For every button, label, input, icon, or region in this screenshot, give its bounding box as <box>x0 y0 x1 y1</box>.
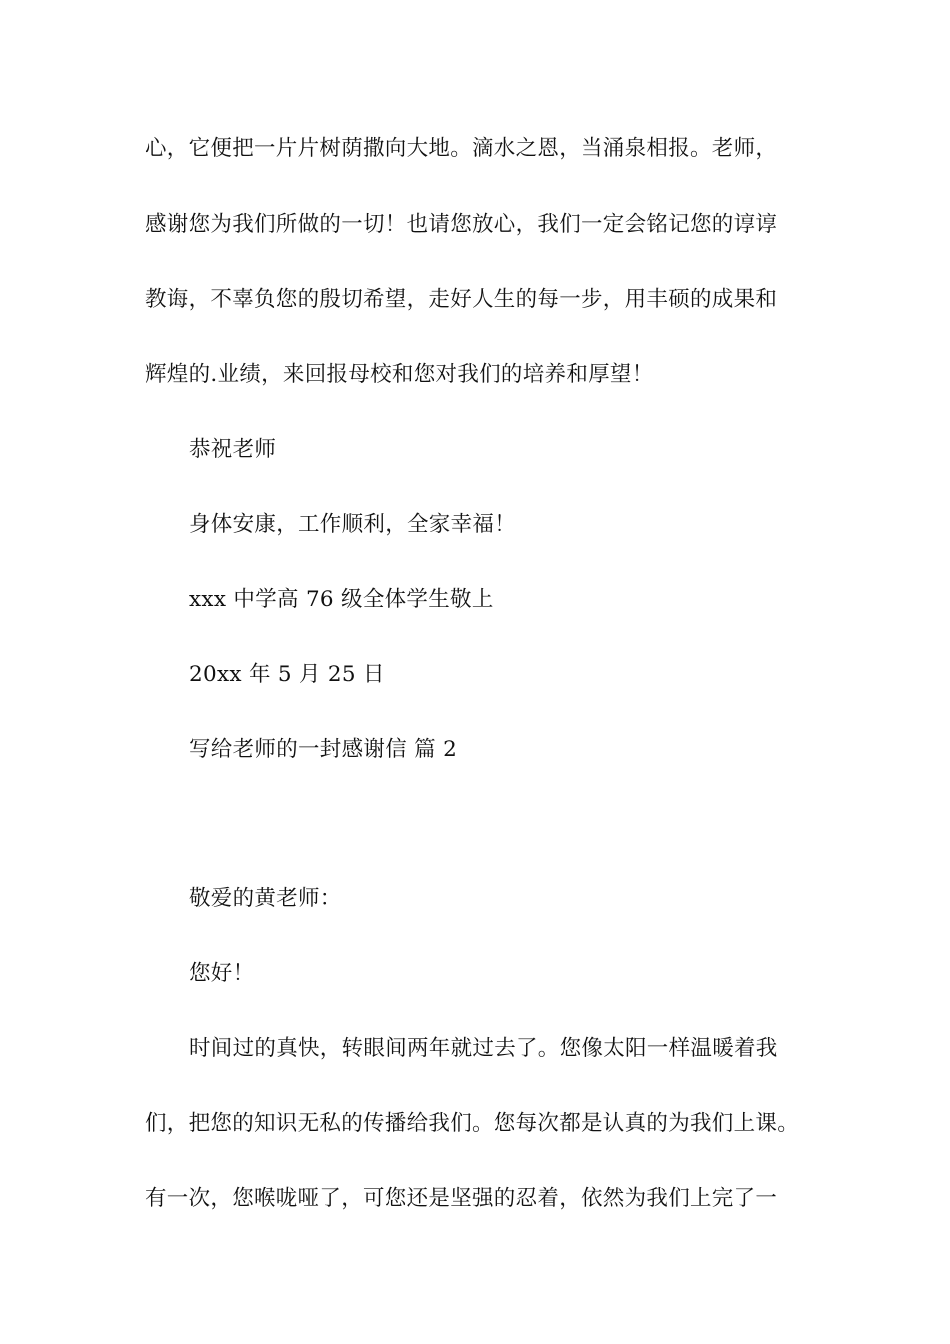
paragraph-line: 心，它便把一片片树荫撒向大地。滴水之恩，当涌泉相报。老师， <box>145 136 778 161</box>
paragraph-line: 时间过的真快，转眼间两年就过去了。您像太阳一样温暖着我 <box>189 1036 778 1061</box>
greeting-line: 敬爱的黄老师： <box>189 886 342 911</box>
paragraph-line: 感谢您为我们所做的一切！也请您放心，我们一定会铭记您的谆谆 <box>145 212 778 237</box>
signature-line: xxx 中学高 76 级全体学生敬上 <box>189 587 494 612</box>
wishes-line: 身体安康，工作顺利，全家幸福！ <box>189 512 517 537</box>
salutation-line: 恭祝老师 <box>189 437 277 462</box>
greeting-line: 您好！ <box>189 961 255 986</box>
date-line: 20xx 年 5 月 25 日 <box>189 662 385 687</box>
paragraph-line: 教诲，不辜负您的殷切希望，走好人生的每一步，用丰硕的成果和 <box>145 287 778 312</box>
paragraph-line: 有一次，您喉咙哑了，可您还是坚强的忍着，依然为我们上完了一 <box>145 1186 778 1211</box>
paragraph-line: 们，把您的知识无私的传播给我们。您每次都是认真的为我们上课。 <box>145 1111 800 1136</box>
section-heading: 写给老师的一封感谢信 篇 2 <box>189 737 458 762</box>
paragraph-line: 辉煌的.业绩，来回报母校和您对我们的培养和厚望！ <box>145 362 654 387</box>
